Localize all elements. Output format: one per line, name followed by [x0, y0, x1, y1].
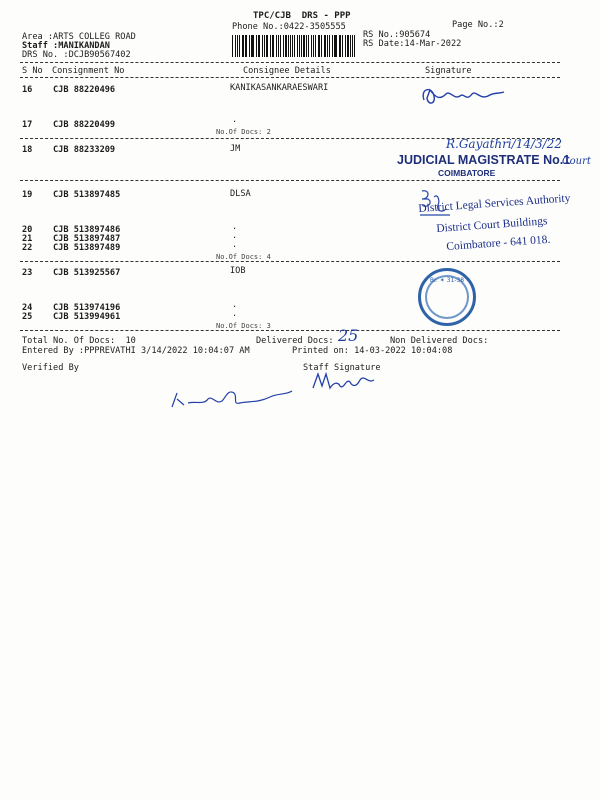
recipient-signature-16 — [418, 82, 508, 112]
row-18-consignee: JM — [230, 144, 241, 154]
row-22-sno: 22 — [22, 243, 33, 253]
drs-number: DRS No. :DCJB90567402 — [22, 50, 131, 60]
entered-by: Entered By :PPPREVATHI 3/14/2022 10:04:07 AM — [22, 346, 250, 356]
row-25-consignee: . — [232, 309, 238, 319]
doc-count-group-4: No.Of Docs: 3 — [216, 322, 271, 330]
judicial-handwritten-date: R.Gayathri/14/3/22 — [446, 137, 562, 151]
barcode-bar — [292, 35, 293, 57]
judicial-stamp-city: COIMBATORE — [438, 168, 496, 178]
barcode-bar — [342, 35, 343, 57]
row-21-consignee: . — [232, 231, 238, 241]
barcode-bar — [243, 35, 244, 57]
row-16-sno: 16 — [22, 85, 33, 95]
barcode-bar — [299, 35, 300, 57]
row-24-sno: 24 — [22, 303, 33, 313]
row-18-consignment: CJB 88233209 — [53, 145, 116, 155]
barcode-bar — [283, 35, 284, 57]
row-17-sno: 17 — [22, 120, 33, 130]
judicial-stamp-title: JUDICIAL MAGISTRATE No.1 — [397, 153, 571, 167]
barcode-bar — [335, 35, 336, 57]
non-delivered-docs: Non Delivered Docs: — [390, 336, 489, 346]
barcode-bar — [340, 35, 341, 57]
row-25-consignment: CJB 513994961 — [53, 312, 121, 322]
barcode-bar — [278, 35, 279, 57]
barcode-bar — [259, 35, 260, 57]
barcode-bar — [311, 35, 312, 57]
barcode-bar — [270, 35, 271, 57]
barcode-bar — [352, 35, 353, 57]
barcode-bar — [294, 35, 295, 57]
barcode-bar — [301, 35, 302, 57]
header-bottom-rule — [20, 77, 560, 78]
barcode-bar — [273, 35, 274, 57]
row-19-consignment: CJB 513897485 — [53, 190, 121, 200]
row-23-consignment: CJB 513925567 — [53, 268, 121, 278]
row-19-consignee: DLSA — [230, 189, 251, 199]
barcode-bar — [252, 35, 253, 57]
barcode-bar — [339, 35, 340, 57]
row-17-consignment: CJB 88220499 — [53, 120, 116, 130]
row-19-sno: 19 — [22, 190, 33, 200]
printed-on: Printed on: 14-03-2022 10:04:08 — [292, 346, 453, 356]
row-16-consignment: CJB 88220496 — [53, 85, 116, 95]
dlsa-stamp-line2: District Court Buildings — [436, 215, 548, 235]
barcode-bar — [306, 35, 307, 57]
barcode-bar — [324, 35, 326, 57]
col-consignment: Consignment No — [52, 66, 125, 76]
bank-round-seal-text: ✶ Br. ✶ 31-38 ✶ — [422, 277, 472, 284]
col-signature: Signature — [425, 66, 472, 76]
total-docs: Total No. Of Docs: 10 — [22, 336, 136, 346]
dlsa-stamp-line1: District Legal Services Authority — [418, 192, 571, 215]
group-rule-2 — [20, 180, 560, 181]
judicial-stamp-court: Court — [562, 156, 591, 167]
row-21-sno: 21 — [22, 234, 33, 244]
row-17-consignee: . — [232, 115, 238, 125]
report-title: TPC/CJB DRS - PPP — [253, 11, 351, 21]
row-18-sno: 18 — [22, 145, 33, 155]
verifier-signature — [168, 375, 298, 415]
rs-number: RS No.:905674 — [363, 30, 431, 40]
barcode-bar — [327, 35, 328, 57]
phone-number: Phone No.:0422-3505555 — [232, 22, 346, 32]
row-22-consignee: . — [232, 240, 238, 250]
barcode-bar — [315, 35, 316, 57]
barcode — [232, 35, 356, 57]
barcode-bar — [297, 35, 298, 57]
row-16-consignee: KANIKASANKARAESWARI — [230, 83, 329, 93]
barcode-bar — [354, 35, 355, 57]
staff-field: Staff :MANIKANDAN — [22, 41, 110, 51]
barcode-bar — [276, 35, 277, 57]
row-23-consignee: IOB — [230, 266, 246, 276]
barcode-bar — [239, 35, 240, 57]
row-20-consignment: CJB 513897486 — [53, 225, 121, 235]
doc-count-group-3: No.Of Docs: 4 — [216, 253, 271, 261]
row-25-sno: 25 — [22, 312, 33, 322]
barcode-bar — [285, 35, 287, 57]
barcode-bar — [232, 35, 233, 57]
row-23-sno: 23 — [22, 268, 33, 278]
delivered-docs-label: Delivered Docs: — [256, 336, 334, 346]
header-top-rule — [20, 62, 560, 63]
barcode-bar — [332, 35, 333, 57]
barcode-bar — [321, 35, 322, 57]
row-21-consignment: CJB 513897487 — [53, 234, 121, 244]
barcode-bar — [350, 35, 351, 57]
barcode-bar — [264, 35, 265, 57]
staff-signature — [310, 368, 380, 394]
dlsa-stamp-line3: Coimbatore - 641 018. — [446, 233, 551, 253]
barcode-bar — [266, 35, 268, 57]
barcode-bar — [288, 35, 289, 57]
barcode-bar — [249, 35, 250, 57]
bank-round-seal — [418, 268, 476, 326]
barcode-bar — [280, 35, 281, 57]
barcode-bar — [256, 35, 257, 57]
barcode-bar — [313, 35, 314, 57]
barcode-bar — [242, 35, 243, 57]
page-number: Page No.:2 — [452, 20, 504, 30]
doc-count-group-1: No.Of Docs: 2 — [216, 128, 271, 136]
delivered-docs-handwritten: 25 — [338, 326, 359, 345]
col-sno: S No — [22, 66, 43, 76]
barcode-bar — [258, 35, 259, 57]
barcode-bar — [345, 35, 346, 57]
barcode-bar — [347, 35, 349, 57]
barcode-bar — [308, 35, 309, 57]
barcode-bar — [318, 35, 319, 57]
group-rule-4 — [20, 330, 560, 331]
barcode-bar — [290, 35, 291, 57]
verified-by: Verified By — [22, 363, 79, 373]
row-24-consignment: CJB 513974196 — [53, 303, 121, 313]
row-24-consignee: . — [232, 300, 238, 310]
staff-signature-label: Staff Signature — [303, 363, 381, 373]
barcode-bar — [235, 35, 236, 57]
barcode-bar — [245, 35, 247, 57]
area-field: Area :ARTS COLLEG ROAD — [22, 32, 136, 42]
barcode-bar — [262, 35, 263, 57]
barcode-bar — [334, 35, 335, 57]
row-22-consignment: CJB 513897489 — [53, 243, 121, 253]
barcode-bar — [329, 35, 330, 57]
group-rule-3 — [20, 261, 560, 262]
row-20-sno: 20 — [22, 225, 33, 235]
rs-date: RS Date:14-Mar-2022 — [363, 39, 462, 49]
barcode-bar — [237, 35, 238, 57]
barcode-bar — [272, 35, 273, 57]
col-consignee: Consignee Details — [243, 66, 331, 76]
barcode-bar — [303, 35, 305, 57]
barcode-bar — [319, 35, 320, 57]
barcode-bar — [251, 35, 252, 57]
row-20-consignee: . — [232, 222, 238, 232]
